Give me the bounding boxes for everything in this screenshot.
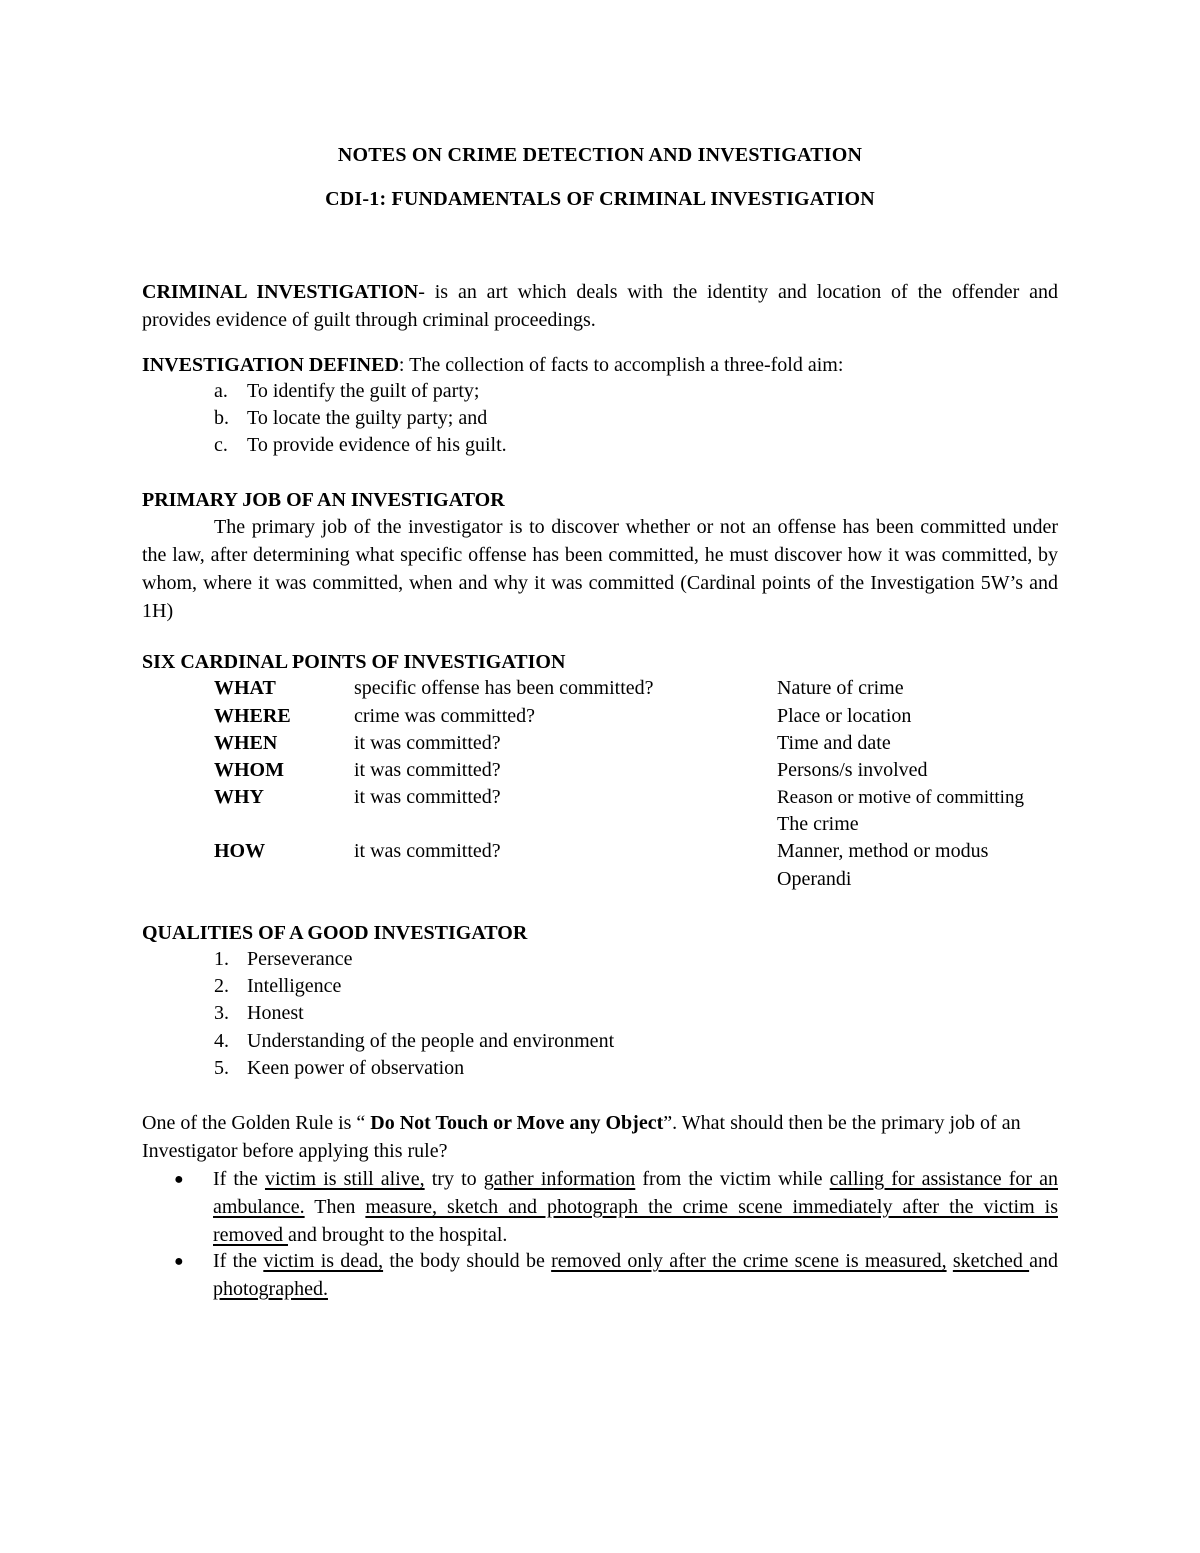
- list-item-text: To locate the guilty party; and: [247, 407, 488, 429]
- primary-job-heading: PRIMARY JOB OF AN INVESTIGATOR: [142, 489, 505, 511]
- golden-rule-text: Do Not Touch or Move any Object: [370, 1112, 664, 1134]
- text-span: try to: [424, 1168, 484, 1190]
- cardinal-question: it was committed?: [354, 759, 501, 781]
- list-marker: 2.: [214, 975, 229, 997]
- list-marker: 1.: [214, 948, 229, 970]
- list-marker: 4.: [214, 1030, 229, 1052]
- cardinal-question: it was committed?: [354, 840, 501, 862]
- underlined-span: victim is dead,: [263, 1250, 384, 1272]
- underlined-span: victim is still alive,: [264, 1168, 425, 1190]
- text-span: and: [1029, 1250, 1058, 1272]
- underlined-span: measure, sketch and photograph the crime scene immediately after the victim is removed: [213, 1196, 1058, 1246]
- cardinal-question: it was committed?: [354, 786, 501, 808]
- cardinal-meaning: Persons/s involved: [777, 759, 928, 781]
- bullet-text: [213, 1165, 1058, 1249]
- list-marker: a.: [214, 380, 228, 402]
- cardinal-meaning-continued: Operandi: [777, 868, 852, 890]
- cardinal-question: it was committed?: [354, 732, 501, 754]
- criminal-investigation-paragraph: [142, 278, 1058, 334]
- cardinal-word: WHEN: [214, 732, 278, 754]
- underlined-span: photographed.: [213, 1278, 328, 1300]
- cardinal-word: HOW: [214, 840, 266, 862]
- bullet-text: [213, 1247, 1058, 1303]
- primary-job-paragraph: The primary job of the investigator is to discover whether or not an offense has been committed under the law, after determining what specific offense has been committed, he must discover how it was committed, by whom, where it was committed, when and why it was committed (Cardinal points of the Investigation 5W’s and 1H): [142, 516, 1058, 622]
- qualities-heading: QUALITIES OF A GOOD INVESTIGATOR: [142, 922, 528, 944]
- list-marker: c.: [214, 434, 228, 456]
- list-marker: 3.: [214, 1002, 229, 1024]
- text-span: and brought to the hospital.: [287, 1224, 508, 1246]
- text-span: If the: [213, 1168, 265, 1190]
- list-item-text: Honest: [247, 1002, 304, 1024]
- cardinal-word: WHAT: [214, 677, 276, 699]
- cardinal-word: WHY: [214, 786, 264, 808]
- cardinal-meaning: Manner, method or modus: [777, 840, 989, 862]
- list-item-text: Keen power of observation: [247, 1057, 465, 1079]
- list-marker: b.: [214, 407, 229, 429]
- criminal-investigation-definition: - is an art which deals with the identity and location of the offender and provides evidence of guilt through criminal proceedings.: [142, 281, 1058, 331]
- golden-rule-paragraph: [142, 1109, 1060, 1165]
- bullet-dot-icon: ●: [174, 1253, 184, 1270]
- list-item-text: Understanding of the people and environment: [247, 1030, 615, 1052]
- bullet-dot-icon: ●: [174, 1171, 184, 1188]
- list-item-text: To identify the guilt of party;: [247, 380, 480, 402]
- text-span: from the victim while: [635, 1168, 830, 1190]
- underlined-span: calling for assistance for an ambulance.: [213, 1168, 1058, 1218]
- list-item-text: To provide evidence of his guilt.: [247, 434, 507, 456]
- cardinal-meaning: Nature of crime: [777, 677, 904, 699]
- golden-rule-question: ”. What should then be the primary job of an Investigator before applying this rule?: [142, 1112, 1021, 1162]
- investigation-defined-term: INVESTIGATION DEFINED: [142, 354, 399, 376]
- sub-title: CDI-1: FUNDAMENTALS OF CRIMINAL INVESTIGATION: [325, 188, 875, 210]
- list-marker: 5.: [214, 1057, 229, 1079]
- cardinal-meaning-continued: The crime: [777, 813, 859, 835]
- underlined-span: sketched: [952, 1250, 1030, 1272]
- cardinal-meaning: Place or location: [777, 705, 912, 727]
- golden-rule-intro: One of the Golden Rule is “: [142, 1112, 371, 1134]
- text-span: the body should be: [383, 1250, 552, 1272]
- cardinal-word: WHERE: [214, 705, 291, 727]
- cardinal-word: WHOM: [214, 759, 284, 781]
- list-item-text: Intelligence: [247, 975, 342, 997]
- criminal-investigation-term: CRIMINAL INVESTIGATION: [142, 281, 419, 303]
- cardinal-points-heading: SIX CARDINAL POINTS OF INVESTIGATION: [142, 651, 566, 673]
- text-span: If the: [213, 1250, 264, 1272]
- investigation-defined-line: [142, 351, 1058, 379]
- text-span: Then: [304, 1196, 366, 1218]
- cardinal-question: crime was committed?: [354, 705, 536, 727]
- investigation-defined-text: : The collection of facts to accomplish a three-fold aim:: [398, 354, 844, 376]
- cardinal-meaning: Reason or motive of committing: [777, 787, 1024, 808]
- cardinal-meaning: Time and date: [777, 732, 891, 754]
- cardinal-question: specific offense has been committed?: [354, 677, 654, 699]
- list-item-text: Perseverance: [247, 948, 353, 970]
- underlined-span: gather information: [483, 1168, 636, 1190]
- underlined-span: removed only after the crime scene is measured,: [551, 1250, 947, 1272]
- main-title: NOTES ON CRIME DETECTION AND INVESTIGATION: [337, 144, 863, 166]
